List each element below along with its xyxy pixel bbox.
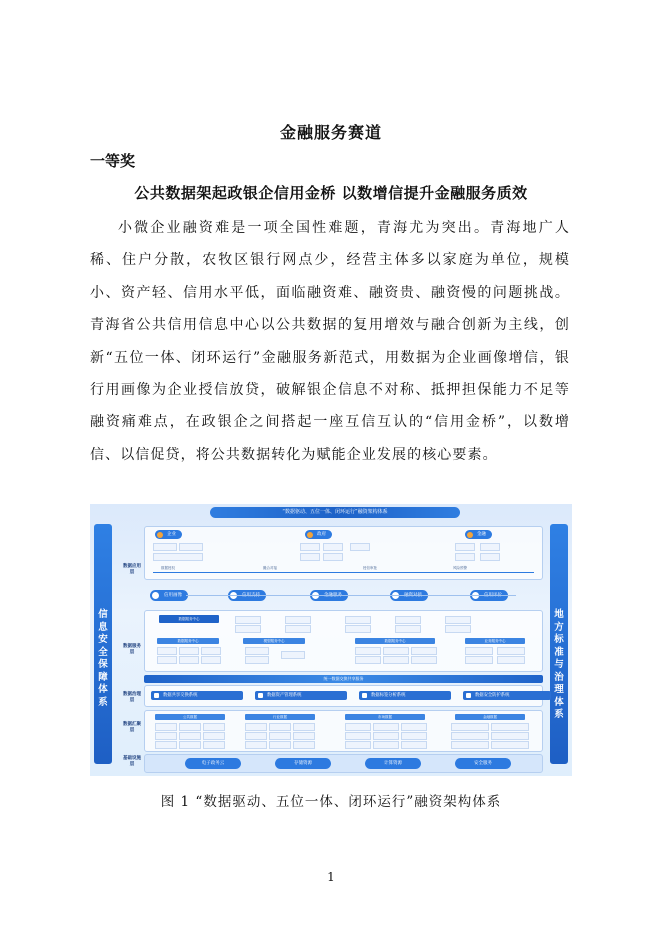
flow-connector <box>186 595 516 596</box>
collect-cell <box>373 732 399 740</box>
collect-cell <box>155 741 177 749</box>
collection-layer <box>144 710 543 752</box>
article-title: 公共数据架起政银企信用金桥 以数增信提升金融服务质效 <box>134 184 528 202</box>
base-item: 存储资源 <box>275 758 331 769</box>
collect-cell <box>245 723 267 731</box>
svc-cell <box>355 656 381 664</box>
svc-cell <box>383 647 409 655</box>
app-cell <box>153 543 177 551</box>
collect-cell <box>373 723 399 731</box>
pill-government: 政府 <box>305 530 332 539</box>
left-side-bar <box>94 524 112 764</box>
app-cell <box>480 543 500 551</box>
layer-tag-collection: 数据汇聚层 <box>123 722 141 733</box>
system-box: 数据资产管理系统 <box>255 691 347 700</box>
figure-caption: 图 1 “数据驱动、五位一体、闭环运行”融资架构体系 <box>160 794 502 810</box>
exchange-bus: 统一数据交换共享服务 <box>144 675 543 683</box>
section-title: 金融服务赛道 <box>279 123 382 142</box>
svc-cell <box>497 647 525 655</box>
award-heading: 一等奖 <box>90 152 136 170</box>
base-item: 电子政务云 <box>185 758 241 769</box>
collect-cell <box>451 741 489 749</box>
app-cell <box>323 543 343 551</box>
system-box: 数据标签分析系统 <box>359 691 451 700</box>
app-cell <box>179 543 203 551</box>
service-head: 数据服务中心 <box>355 638 435 644</box>
figure-banner: “数据驱动、五位一体、闭环运行”融资架构体系 <box>210 507 460 518</box>
service-layer <box>144 610 543 672</box>
collect-cell <box>451 732 489 740</box>
collect-cell <box>491 741 529 749</box>
service-head: 数据服务中心 <box>157 638 219 644</box>
governance-layer <box>144 685 543 707</box>
flow-line <box>153 572 534 573</box>
app-cell <box>455 553 475 561</box>
app-cell <box>480 553 500 561</box>
system-box: 数据共享交换系统 <box>151 691 243 700</box>
layer-tag-application: 数据应用层 <box>123 564 141 575</box>
svc-cell <box>411 647 437 655</box>
svc-cell <box>383 656 409 664</box>
body-paragraph: 小微企业融资难是一项全国性难题，青海尤为突出。青海地广人稀、住户分散，农牧区银行网点少，经营主体多以家庭为单位，规模小、资产轻、信用水平低，面临融资难、融资贵、融资慢的问题挑战。青海省公共信用信息中心以公共数据的复用增效与融合创新为主线，创新“五位一体、闭环运行”金融服务新范式，用数据为企业画像增信，银行用画像为企业授信放贷，破解银企信息不对称、抵押担保能力不足等融资痛难点，在政银企之间搭起一座互信互认的“信用金桥”，以数增信、以信促贷，将公共数据转化为赋能企业发展的核心要素。 <box>90 220 570 463</box>
collect-head: 行业数据 <box>245 714 315 720</box>
collect-cell <box>491 732 529 740</box>
collect-cell <box>401 723 427 731</box>
architecture-figure <box>90 504 572 776</box>
collect-cell <box>373 741 399 749</box>
collect-head: 公共数据 <box>155 714 225 720</box>
collect-cell <box>269 732 291 740</box>
pill-finance: 金融 <box>465 530 492 539</box>
base-item: 计算资源 <box>365 758 421 769</box>
app-cell <box>300 543 320 551</box>
layer-tag-infrastructure: 基础设施层 <box>123 756 141 767</box>
collect-cell <box>203 732 225 740</box>
svc-cell <box>345 616 371 624</box>
svc-cell <box>465 647 493 655</box>
collect-cell <box>203 723 225 731</box>
flow-label: 风险预警 <box>453 566 467 570</box>
svc-cell <box>235 616 261 624</box>
collect-cell <box>345 732 371 740</box>
svc-cell <box>395 616 421 624</box>
collect-cell <box>245 732 267 740</box>
svc-cell <box>285 625 311 633</box>
svc-cell <box>345 625 371 633</box>
right-side-label: 地方标准与治理体系 <box>554 609 564 720</box>
collect-cell <box>451 723 489 731</box>
infrastructure-layer <box>144 754 543 773</box>
flow-node: 信用画像 <box>150 590 188 601</box>
collect-cell <box>155 732 177 740</box>
svc-cell <box>201 647 221 655</box>
collect-cell <box>345 741 371 749</box>
svc-cell <box>201 656 221 664</box>
page-number: 1 <box>327 870 335 884</box>
app-cell <box>300 553 320 561</box>
collect-cell <box>179 732 201 740</box>
flow-label: 授信审批 <box>363 566 377 570</box>
svc-cell <box>445 616 471 624</box>
layer-tag-service: 数据服务层 <box>123 644 141 655</box>
svc-cell <box>395 625 421 633</box>
svc-cell <box>497 656 525 664</box>
app-cell <box>350 543 370 551</box>
app-cell <box>455 543 475 551</box>
flow-label: 数据授权 <box>161 566 175 570</box>
app-cell <box>323 553 343 561</box>
collect-cell <box>401 741 427 749</box>
collect-cell <box>179 741 201 749</box>
svc-cell <box>245 656 269 664</box>
collect-cell <box>293 732 315 740</box>
svc-cell <box>465 656 493 664</box>
svc-cell <box>179 647 199 655</box>
system-box: 数据安全防护系统 <box>463 691 551 700</box>
right-side-bar <box>550 524 568 764</box>
svc-cell <box>157 647 177 655</box>
collect-cell <box>293 723 315 731</box>
service-head: 数据服务中心 <box>159 615 219 623</box>
svc-cell <box>285 616 311 624</box>
collect-head: 市场数据 <box>345 714 425 720</box>
app-cell <box>153 553 203 561</box>
collect-cell <box>269 741 291 749</box>
service-head: 模型服务中心 <box>243 638 305 644</box>
service-head: 业务服务中心 <box>465 638 525 644</box>
collect-cell <box>203 741 225 749</box>
collect-cell <box>293 741 315 749</box>
figure-main <box>120 522 543 772</box>
collect-cell <box>491 723 529 731</box>
svc-cell <box>245 647 269 655</box>
application-layer <box>144 526 543 580</box>
layer-tag-governance: 数据治理层 <box>123 692 141 703</box>
collect-head: 金融数据 <box>455 714 525 720</box>
collect-cell <box>179 723 201 731</box>
base-item: 安全服务 <box>455 758 511 769</box>
pill-enterprise: 企业 <box>155 530 182 539</box>
svc-cell <box>355 647 381 655</box>
svc-cell <box>411 656 437 664</box>
collect-cell <box>155 723 177 731</box>
flow-label: 撮合对接 <box>263 566 277 570</box>
svc-cell <box>445 625 471 633</box>
left-side-label: 信息安全保障体系 <box>98 609 108 708</box>
svc-cell <box>281 651 305 659</box>
svc-cell <box>157 656 177 664</box>
svc-cell <box>235 625 261 633</box>
svc-cell <box>179 656 199 664</box>
collect-cell <box>401 732 427 740</box>
collect-cell <box>269 723 291 731</box>
collect-cell <box>245 741 267 749</box>
collect-cell <box>345 723 371 731</box>
